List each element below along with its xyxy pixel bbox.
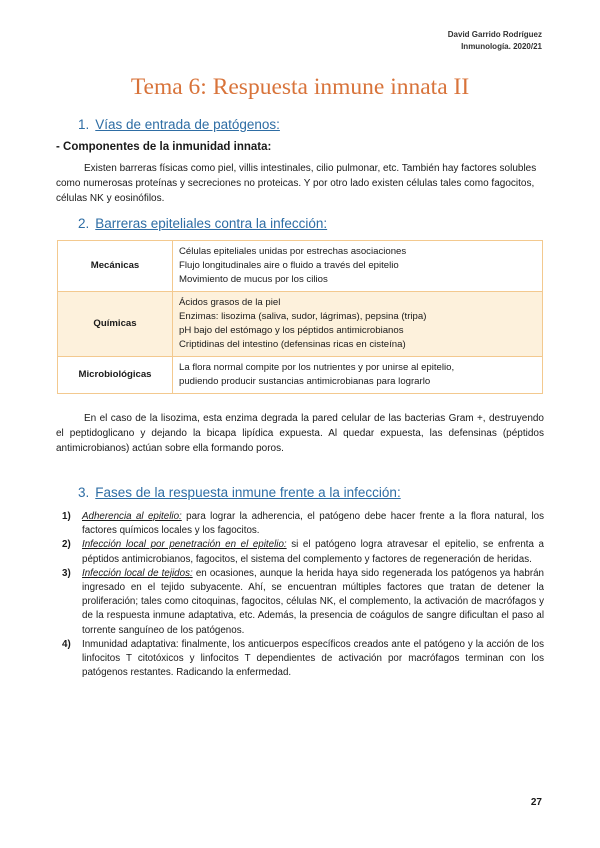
list-item xyxy=(62,510,544,538)
item-body xyxy=(82,638,544,681)
barrier-line: Flujo longitudinales aire o fluido a través del epitelio xyxy=(179,260,399,271)
barrier-description xyxy=(173,241,543,292)
barrier-line: Enzimas: lisozima (saliva, sudor, lágrimas), pepsina (tripa) xyxy=(179,311,427,322)
item-title: Adherencia al epitelio: xyxy=(82,511,182,522)
barrier-line: Movimiento de mucus por los cilios xyxy=(179,274,328,285)
list-item xyxy=(62,567,544,638)
section-label: Vías de entrada de patógenos: xyxy=(95,117,280,132)
barrier-line: Ácidos grasos de la piel xyxy=(179,297,281,308)
section-label: Barreras epiteliales contra la infección: xyxy=(95,216,328,231)
section-label: Fases de la respuesta inmune frente a la infección: xyxy=(95,485,401,500)
phases-list xyxy=(62,510,544,680)
section-heading-2 xyxy=(78,216,327,231)
section-number: 2. xyxy=(78,216,90,231)
item-number: 1) xyxy=(62,511,71,522)
barrier-type: Microbiológicas xyxy=(58,357,173,394)
barrier-type: Mecánicas xyxy=(58,241,173,292)
list-item xyxy=(62,638,544,681)
page-header xyxy=(448,29,542,53)
section-number: 1. xyxy=(78,117,90,132)
paragraph-components: Existen barreras físicas como piel, villis intestinales, cilio pulmonar, etc. También hay factores solubles como numerosas proteínas y secreciones no proteicas. Y por otro lado existen células tales como fagocitos, células NK y eosinófilos. xyxy=(56,163,537,204)
table-row xyxy=(58,292,543,357)
barrier-line: pudiendo producir sustancias antimicrobianas para lograrlo xyxy=(179,376,431,387)
item-body xyxy=(82,567,544,638)
item-number: 2) xyxy=(62,539,71,551)
item-body xyxy=(82,510,544,538)
course-name: Inmunología. 2020/21 xyxy=(461,42,542,51)
barrier-line: Criptidinas del intestino (defensinas ricas en cisteína) xyxy=(179,339,406,350)
paragraph-lysozyme: En el caso de la lisozima, esta enzima degrada la pared celular de las bacterias Gram +, destruyendo el peptidoglicano y dejando la bicapa lipídica expuesta. Al quedar expuesta, las defensinas (péptidos antimicrobianos) actúan sobre ella formando poros. xyxy=(56,413,544,454)
barrier-line: pH bajo del estómago y los péptidos antimicrobianos xyxy=(179,325,404,336)
table-row xyxy=(58,357,543,394)
barrier-type: Químicas xyxy=(58,292,173,357)
item-title: Infección local de tejidos: xyxy=(82,567,193,579)
barrier-line: Células epiteliales unidas por estrechas asociaciones xyxy=(179,246,407,257)
subheading: - Componentes de la inmunidad innata: xyxy=(56,141,272,153)
section-heading-1 xyxy=(78,117,280,132)
list-item xyxy=(62,538,544,566)
item-text: Inmunidad adaptativa: finalmente, los anticuerpos específicos creados ante el patógeno y la acción de los linfocitos T citotóxicos y linfocitos T dependientes de activación por macrófagos terminan con los patógenos restantes. Radicando la enfermedad. xyxy=(82,638,544,679)
barrier-line: La flora normal compite por los nutrientes y por unirse al epitelio, xyxy=(179,362,455,373)
section-number: 3. xyxy=(78,485,90,500)
item-text: si el patógeno logra atravesar el epitelio, se enfrenta a péptidos antimicrobianos, fagocitos, el sistema del complemento y factores de regeneración de heridas. xyxy=(82,539,544,565)
item-number: 3) xyxy=(62,567,71,579)
author-name: David Garrido Rodríguez xyxy=(447,30,542,39)
page-title: Tema 6: Respuesta inmune innata II xyxy=(130,74,470,100)
item-body xyxy=(82,538,544,566)
barriers-table xyxy=(57,240,543,394)
item-title: Infección local por penetración en el epitelio: xyxy=(82,539,287,551)
barrier-description xyxy=(173,357,543,394)
table-row xyxy=(58,241,543,292)
item-text: para lograr la adherencia, el patógeno debe hacer frente a la flora natural, los factores químicos locales y los fagocitos. xyxy=(82,511,544,537)
page-number: 27 xyxy=(530,797,542,808)
item-text: en ocasiones, aunque la herida haya sido regenerada los patógenos ya habrán ingresado en el tejido subyacente. Ahí, se encuentran múltiples factores que tratan de detener la proliferación; tales como citoquinas, fagocitos, células NK, el complemento, la activación de macrófagos y de la respuesta inmune adaptativa, etc. Además, la presencia de coágulos de sangre dificultan el paso al torrente sanguíneo de los patógenos. xyxy=(82,567,544,636)
barrier-description xyxy=(173,292,543,357)
item-number: 4) xyxy=(62,638,71,650)
section-heading-3 xyxy=(78,485,401,500)
